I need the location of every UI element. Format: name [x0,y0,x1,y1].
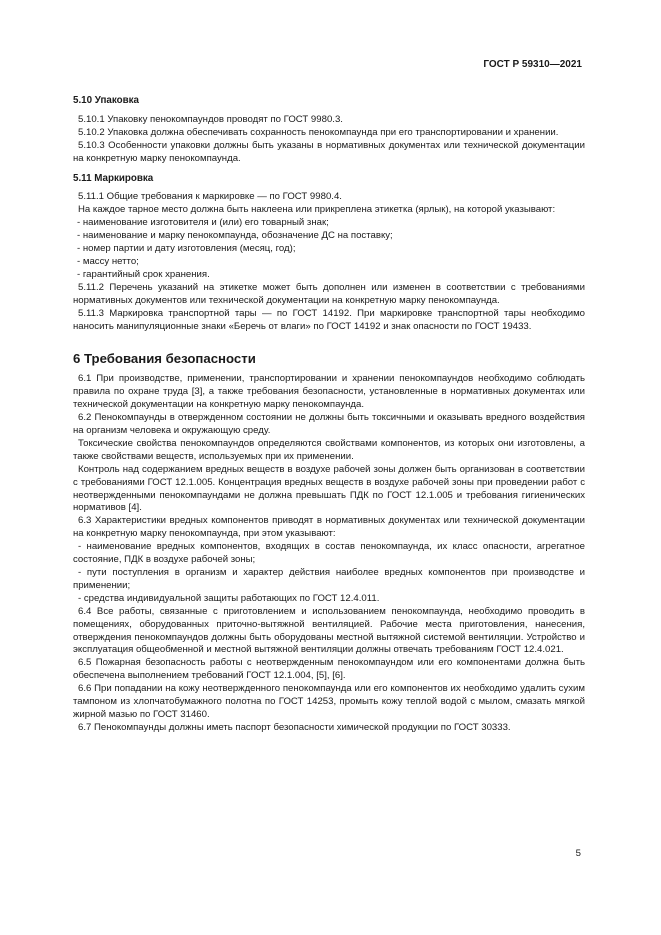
list-item: - массу нетто; [77,255,139,267]
document-id: ГОСТ Р 59310—2021 [483,59,582,70]
paragraph-5-10-2: 5.10.2 Упаковка должна обеспечивать сохранность пенокомпаунда при его транспортировании и хранении. [78,126,559,138]
paragraph-6-5: 6.5 Пожарная безопасность работы с неотвержденным пенокомпаундом или его компонентами должна быть обеспечена выполнением требований ГОСТ 12.1.004, [5], [6]. [73,657,585,682]
paragraph-6-2-control: Контроль над содержанием вредных веществ в воздухе рабочей зоны должен быть организован в соответствии с требованиями ГОСТ 12.1.005. Концентрация вредных веществ в воздухе рабочей зоны при проведении работ с неотвержденными пенокомпаундами не должна превышать ПДК по ГОСТ 12.1.005 и требования гигиенических нормативов [4]. [73,463,585,514]
paragraph-6-2-toxic: Токсические свойства пенокомпаундов определяются свойствами компонентов, из которых они изготовлены, а также свойствами веществ, используемых при их применении. [73,437,585,462]
paragraph-5-11-1-label: На каждое тарное место должна быть наклеена или прикреплена этикетка (ярлык), на которой указывают: [78,204,556,216]
paragraph-6-4: 6.4 Все работы, связанные с приготовлением и использованием пенокомпаунда, необходимо проводить в помещениях, оборудованных приточно-вытяжной вентиляцией. Рабочие места приготовления, нанесения, отверждения пенокомпаундов должны быть оборудованы местной вытяжной системой вентиляции. Устройство и эксплуатация общеобменной и местной вытяжной вентиляции должны отвечать требованиям ГОСТ 12.4.021. [73,605,585,656]
paragraph-6-3: 6.3 Характеристики вредных компонентов приводят в нормативных документах или технической документации на конкретную марку пенокомпаунда, при этом указывают: [73,515,585,540]
list-item: - номер партии и дату изготовления (месяц, год); [77,243,296,255]
section-5-11-title: 5.11 Маркировка [73,172,154,184]
section-6-title: 6 Требования безопасности [73,351,256,367]
page-number: 5 [575,848,581,859]
paragraph-6-2: 6.2 Пенокомпаунды в отвержденном состоянии не должны быть токсичными и оказывать вредного воздействия на организм человека и окружающую среду. [73,412,585,437]
list-item: - наименование и марку пенокомпаунда, обозначение ДС на поставку; [77,230,393,242]
paragraph-5-10-3: 5.10.3 Особенности упаковки должны быть указаны в нормативных документах или технической документации на конкретную марку пенокомпаунда. [73,139,585,164]
paragraph-5-10-1: 5.10.1 Упаковку пенокомпаундов проводят по ГОСТ 9980.3. [78,113,343,125]
section-5-10-title: 5.10 Упаковка [73,95,140,106]
paragraph-6-1: 6.1 При производстве, применении, транспортировании и хранении пенокомпаундов необходимо соблюдать правила по охране труда [3], а также требования безопасности, установленные в нормативных документах или технической документации на конкретную марку пенокомпаунда. [73,373,585,411]
list-item: - гарантийный срок хранения. [77,268,210,280]
list-item: - наименование вредных компонентов, входящих в состав пенокомпаунда, их класс опасности, агрегатное состояние, ПДК в воздухе рабочей зоны; [73,541,585,566]
list-item: - пути поступления в организм и характер действия наиболее вредных компонентов при производстве и применении; [73,567,585,591]
paragraph-5-11-3: 5.11.3 Маркировка транспортной тары — по ГОСТ 14192. При маркировке транспортной тары необходимо наносить манипуляционные знаки «Беречь от влаги» по ГОСТ 14192 и знак опасности по ГОСТ 19433. [73,307,585,332]
paragraph-5-11-2: 5.11.2 Перечень указаний на этикетке может быть дополнен или изменен в соответствии с требованиями нормативных документов или технической документации на конкретную марку пенокомпаунда. [73,281,585,306]
document-body [73,95,585,735]
paragraph-5-11-1: 5.11.1 Общие требования к маркировке — по ГОСТ 9980.4. [78,191,342,203]
paragraph-6-7: 6.7 Пенокомпаунды должны иметь паспорт безопасности химической продукции по ГОСТ 30333. [78,721,511,733]
list-item: - наименование изготовителя и (или) его товарный знак; [77,217,329,229]
list-item: - средства индивидуальной защиты работающих по ГОСТ 12.4.011. [78,592,380,604]
paragraph-6-6: 6.6 При попадании на кожу неотвержденного пенокомпаунда или его компонентов их необходимо удалить сухим тампоном из хлопчатобумажного полотна по ГОСТ 14253, промыть кожу теплой водой с мылом, смазать мягкой жирной мазью по ГОСТ 31460. [73,683,585,720]
